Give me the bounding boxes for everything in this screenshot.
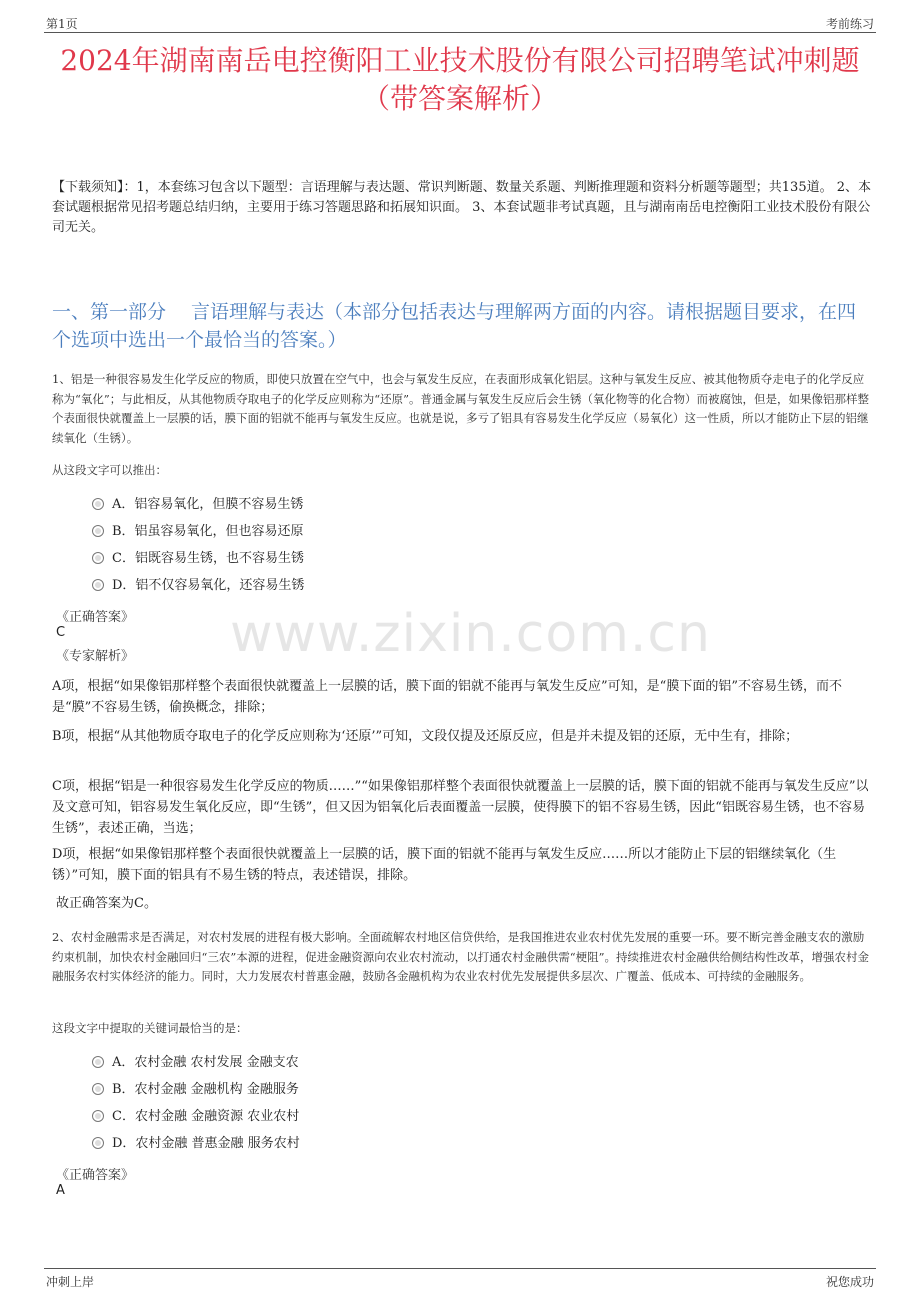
question-2-option-d[interactable]: D．农村金融 普惠金融 服务农村 bbox=[92, 1135, 300, 1153]
radio-icon[interactable] bbox=[92, 1110, 104, 1122]
page-header bbox=[44, 12, 876, 33]
question-1-prompt: 从这段文字可以推出： bbox=[52, 463, 167, 477]
radio-icon[interactable] bbox=[92, 498, 104, 510]
analysis-conclusion: 故正确答案为C。 bbox=[56, 896, 157, 911]
analysis-b: B项，根据“从其他物质夺取电子的化学反应则称为‘还原’”可知，文段仅提及还原反应，但是并未提及铝的还原，无中生有，排除； bbox=[52, 729, 799, 744]
radio-icon[interactable] bbox=[92, 1056, 104, 1068]
question-1-option-a[interactable]: A．铝容易氧化，但膜不容易生锈 bbox=[92, 496, 303, 514]
question-1-option-b[interactable]: B．铝虽容易氧化，但也容易还原 bbox=[92, 523, 304, 541]
question-1-answer: C bbox=[56, 625, 66, 640]
page-number: 第1页 bbox=[46, 17, 78, 31]
section-heading: 一、第一部分 言语理解与表达（本部分包括表达与理解两方面的内容。请根据题目要求，在四个选项中选出一个最恰当的答案。） bbox=[52, 301, 857, 351]
radio-icon[interactable] bbox=[92, 525, 104, 537]
footer-right: 祝您成功 bbox=[825, 1275, 874, 1289]
question-1-analysis-label: 《专家解析》 bbox=[56, 649, 135, 664]
radio-icon[interactable] bbox=[92, 1137, 104, 1149]
page-footer bbox=[44, 1268, 876, 1291]
question-2-answer-label: 《正确答案》 bbox=[56, 1168, 135, 1183]
question-2-option-c[interactable]: C．农村金融 金融资源 农业农村 bbox=[92, 1108, 299, 1126]
document-title: 2024年湖南南岳电控衡阳工业技术股份有限公司招聘笔试冲刺题（带答案解析） bbox=[60, 44, 860, 115]
question-2-answer: A bbox=[56, 1183, 65, 1198]
watermark: www.zixin.com.cn bbox=[230, 604, 711, 664]
radio-icon[interactable] bbox=[92, 552, 104, 564]
question-1-option-d[interactable]: D．铝不仅容易氧化，还容易生锈 bbox=[92, 577, 304, 595]
analysis-a: A项，根据“如果像铝那样整个表面很快就覆盖上一层膜的话，膜下面的铝就不能再与氧发生反应”可知，是“膜下面的铝”不容易生锈，而不是“膜”不容易生锈，偷换概念，排除； bbox=[52, 679, 842, 715]
question-2-option-b[interactable]: B．农村金融 金融机构 金融服务 bbox=[92, 1081, 299, 1099]
question-2-option-a[interactable]: A．农村金融 农村发展 金融支农 bbox=[92, 1054, 299, 1072]
radio-icon[interactable] bbox=[92, 579, 104, 591]
footer-left: 冲刺上岸 bbox=[46, 1275, 95, 1289]
question-1-text: 1、铝是一种很容易发生化学反应的物质，即使只放置在空气中，也会与氧发生反应，在表面形成氧化铝层。这种与氧发生反应、被其他物质夺走电子的化学反应称为“氧化”；与此相反，从其他物质夺取电子的化学反应则称为“还原”。普通金属与氧发生反应后会生锈（氧化物等的化合物）而被腐蚀，但是，如果像铝那样整个表面很快就覆盖上一层膜的话，膜下面的铝就不能再与氧发生反应。也就是说，多亏了铝具有容易发生化学反应（易氧化）这一性质，所以才能防止下层的铝继续氧化（生锈）。 bbox=[52, 372, 870, 445]
question-2-text: 2、农村金融需求是否满足，对农村发展的进程有极大影响。全面疏解农村地区信贷供给，是我国推进农业农村优先发展的重要一环。要不断完善金融支农的激励约束机制，加快农村金融回归“三农”本源的进程，促进金融资源向农业农村流动，以打通农村金融供需“梗阻”。持续推进农村金融供给侧结构性改革，增强农村金融服务农村实体经济的能力。同时，大力发展农村普惠金融，鼓励各金融机构为农业农村优先发展提供多层次、广覆盖、低成本、可持续的金融服务。 bbox=[52, 930, 870, 983]
analysis-d: D项，根据“如果像铝那样整个表面很快就覆盖上一层膜的话，膜下面的铝就不能再与氧发生反应……所以才能防止下层的铝继续氧化（生锈）”可知，膜下面的铝具有不易生锈的特点，表述错误，排除。 bbox=[52, 847, 837, 883]
question-2-prompt: 这段文字中提取的关键词最恰当的是： bbox=[52, 1021, 248, 1035]
radio-icon[interactable] bbox=[92, 1083, 104, 1095]
analysis-c: C项，根据“铝是一种很容易发生化学反应的物质……”“如果像铝那样整个表面很快就覆盖上一层膜的话，膜下面的铝就不能再与氧发生反应”以及文意可知，铝容易发生氧化反应，即“生锈”，但又因为铝氧化后表面覆盖一层膜，使得膜下的铝不容易生锈，因此“铝既容易生锈，也不容易生锈”，表述正确，当选； bbox=[52, 779, 869, 836]
download-notice: 【下载须知】：1，本套练习包含以下题型：言语理解与表达题、常识判断题、数量关系题、判断推理题和资料分析题等题型；共135道。 2、本套试题根据常见招考题总结归纳，主要用于练习答题思路和拓展知识面。 3、本套试题非考试真题，且与湖南南岳电控衡阳工业技术股份有限公司无关。 bbox=[52, 180, 871, 235]
question-1-option-c[interactable]: C．铝既容易生锈，也不容易生锈 bbox=[92, 550, 304, 568]
header-tag: 考前练习 bbox=[825, 17, 874, 31]
question-1-answer-label: 《正确答案》 bbox=[56, 610, 135, 625]
